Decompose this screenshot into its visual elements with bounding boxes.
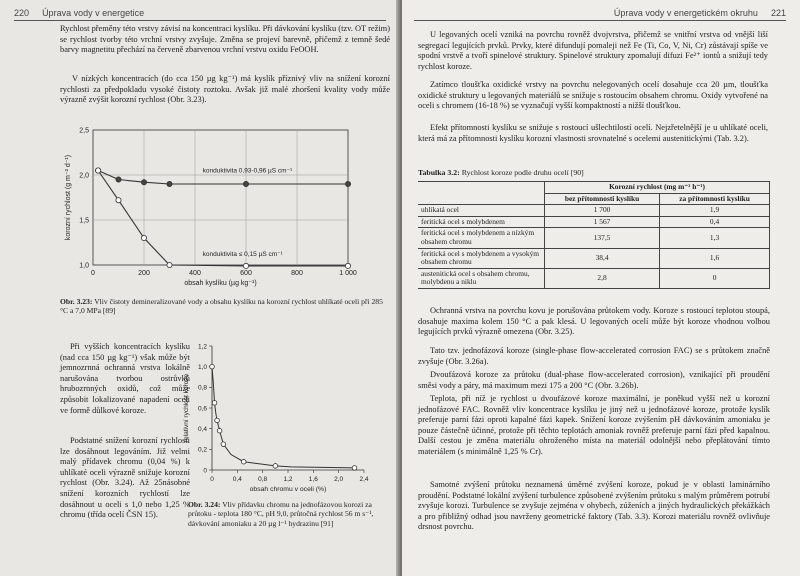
- figure-3-23-chart: [58, 120, 368, 295]
- right-page: [402, 0, 800, 576]
- x-tick-label: 1,2: [283, 476, 293, 483]
- paragraph: Dvoufázová koroze za průtoku (dual-phase flow-accelerated corrosion), vznikající při proudění směsi vody a páry, má maximum mezi 175 a 200 °C (Obr. 3.26b).: [418, 370, 770, 390]
- table-cell-with: 0,4: [660, 216, 770, 228]
- paragraph: Tato tzv. jednofázová koroze (single-phase flow-accelerated corrosion FAC) se s průtokem značně zvyšuje (Obr. 3.26a).: [418, 346, 770, 366]
- data-point: [243, 263, 248, 268]
- table-label: Tabulka 3.2:: [418, 168, 460, 177]
- running-head: Úprava vody v energetice: [42, 8, 145, 18]
- y-tick-label: 1,2: [197, 343, 207, 351]
- paragraph: Při vyšších koncentracích kyslíku (nad cca 150 µg kg⁻¹) však může být jemnozrnná ochranná vrstva lokálně narušována tvorbou ostrůvků hrubozrnných oxidů, což může způsobit lokalizované napadení oceli ve formě důlkové koroze.: [60, 342, 190, 415]
- x-tick-label: 2,4: [359, 476, 369, 483]
- x-tick-label: 0,4: [232, 476, 242, 483]
- table-title: [418, 168, 584, 177]
- table-title-text: Rychlost koroze podle druhu ocelí [90]: [461, 168, 584, 177]
- table-cell-without: 137,5: [545, 228, 660, 248]
- x-tick-label: 800: [291, 270, 303, 277]
- x-tick-label: 0: [210, 476, 214, 483]
- corrosion-rate-table: [418, 181, 770, 289]
- x-tick-label: 1 000: [339, 270, 357, 277]
- table-row: [418, 248, 770, 268]
- data-point: [345, 181, 350, 186]
- table-col-header: za přítomnosti kyslíku: [660, 193, 770, 205]
- data-point: [273, 464, 278, 469]
- data-point: [217, 428, 222, 433]
- data-point: [141, 180, 146, 185]
- page-number: 221: [770, 8, 786, 18]
- y-tick-label: 1,0: [79, 262, 89, 270]
- table-cell-steel: austenitická ocel s obsahem chromu, molybdenu a niklu: [418, 268, 545, 288]
- figure-3-24-chart: [172, 340, 372, 500]
- page-number: 220: [14, 8, 30, 18]
- data-point: [215, 418, 220, 423]
- y-tick-label: 1,5: [79, 217, 89, 225]
- data-point: [141, 235, 146, 240]
- y-tick-label: 0,6: [197, 405, 207, 413]
- series-label: konduktivita ≤ 0,15 µS cm⁻¹: [202, 251, 283, 258]
- table-row: [418, 228, 770, 248]
- header-rule: [414, 20, 786, 21]
- x-tick-label: 600: [240, 270, 252, 277]
- figure-label: Obr. 3.24:: [188, 500, 221, 509]
- table-row: [418, 216, 770, 228]
- table-group-header: Korozní rychlost (mg m⁻² h⁻¹): [545, 182, 770, 194]
- paragraph: Ochranná vrstva na povrchu kovu je porušována průtokem vody. Koroze s rostoucí teplotou stoupá, dosahuje maxima kolem 150 °C a pak klesá. U legovaných ocelí může být koroze vhodnou volbou legujících prvků výrazně omezena (Obr. 3.25).: [418, 306, 770, 337]
- table-cell-steel: uhlíkatá ocel: [418, 205, 545, 217]
- y-axis-label: korozní rychlost (g m⁻² d⁻¹): [65, 154, 72, 241]
- table-row: [418, 205, 770, 217]
- y-tick-label: 0,8: [197, 384, 207, 392]
- y-tick-label: 0: [203, 467, 207, 475]
- table-cell-with: 1,3: [660, 228, 770, 248]
- series-label: konduktivita 0,93-0,96 µS cm⁻¹: [202, 167, 293, 175]
- paragraph: Samotné zvýšení průtoku neznamená úměrné zvýšení koroze, pokud je v oblasti laminárního proudění. Podstatné lokální zvýšení turbulence způsobené zvýšením průtoku s malým průměrem potrubí zvyšuje korozi. Turbulence se zvyšuje zejména v ohybech, zúženích a jiných hydraulických překážkách a pro přibližný odhad jsou navrženy geometrické faktory (Tab. 3.3). Korozi materiálu rovněž ovlivňuje drsnost povrchu.: [418, 480, 770, 532]
- data-point: [345, 263, 350, 268]
- data-point: [116, 177, 121, 182]
- data-point: [116, 198, 121, 203]
- running-head: Úprava vody v energetickém okruhu: [613, 8, 758, 18]
- paragraph: Podstatné snížení korozní rychlosti lze dosáhnout legováním. Již velmi malý přídavek chromu (0,04 %) k uhlíkaté oceli výrazně snižuje korozní rychlost (Obr. 3.24). Až 25násobné snížení korozních rychlostí lze dosáhnout u oceli s 1,0 nebo 1,25 % chromu (třída ocelí ČSN 15).: [60, 436, 190, 520]
- header-rule: [14, 20, 386, 21]
- table-cell-with: 1,9: [660, 205, 770, 217]
- table-cell-without: 1 567: [545, 216, 660, 228]
- data-point: [96, 168, 101, 173]
- plot-frame: [93, 130, 348, 265]
- table-cell-steel: feritická ocel s molybdenem: [418, 216, 545, 228]
- paragraph: Efekt přítomnosti kyslíku se snižuje s rostoucí ušlechtilostí ocelí. Nejzřetelnější je u uhlíkaté oceli, která má za přítomnosti kyslíku korozní vlastnosti srovnatelné s ocelemi austenitickými (Tab. 3.2).: [418, 123, 768, 143]
- figure-label: Obr. 3.23:: [60, 297, 93, 306]
- paragraph: U legovaných ocelí vzniká na povrchu rovněž dvojvrstva, přičemž se vnitřní vrstva od vnější liší segregací legujících prvků. Prvky, které difundují pomaleji než Fe (Ti, Co, V, Ni, Cr) zůstávají spíše ve spodní vrstvě a tvoří spinelové struktury. Spinelové struktury zpomalují difuzi Fe²⁺ iontů a snižují tedy rychlost koroze.: [418, 30, 768, 71]
- y-tick-label: 2,0: [79, 172, 89, 180]
- x-tick-label: 400: [189, 270, 201, 277]
- x-tick-label: 0: [91, 270, 95, 277]
- table-cell-without: 38,4: [545, 248, 660, 268]
- table-row: [418, 268, 770, 288]
- paragraph: V nízkých koncentracích (do cca 150 µg kg⁻¹) má kyslík příznivý vliv na snížení korozní rychlosti za předpokladu vysoké čistoty roztoku. Avšak již malé zhoršení kvality vody může výrazně zvýšit korozní rychlost (Obr. 3.23).: [60, 74, 390, 105]
- table-cell-with: 0: [660, 268, 770, 288]
- caption-text: Vliv přídavku chromu na jednofázovou korozi za průtoku - teplota 180 °C, pH 9,0, průtočná rychlost 56 m s⁻¹, dávkování amoniaku a 20 µg l⁻¹ hydrazinu [91]: [188, 500, 374, 528]
- data-point: [167, 181, 172, 186]
- table-cell-with: 1,6: [660, 248, 770, 268]
- figure-caption: [188, 500, 378, 528]
- table-col-header: bez přítomnosti kyslíku: [545, 193, 660, 205]
- paragraph: Teplota, při níž je rychlost u dvoufázové koroze maximální, je poněkud vyšší než u korozní jednofázové FAC. Rovněž vliv koncentrace kyslíku je jiný než u jednofázové koroze, protože kyslík preferuje parní fázi oproti kapalné fázi kapek. Snížení koroze zvýšením pH dávkováním amoniaku je pouze částečně účinné, protože při těchto teplotách amoniak rovněž preferuje parní fázi před kapalnou. Další cestou je změna materiálu ohroženého místa na materiál odolnější nebo přeplátování tímto materiálem (s minimálně 1,25 % Cr).: [418, 394, 770, 456]
- table-body: [418, 205, 770, 289]
- x-tick-label: 2,0: [334, 476, 344, 483]
- x-axis-label: obsah chromu v oceli (%): [249, 486, 327, 493]
- caption-text: Vliv čistoty demineralizované vody a obsahu kyslíku na korozní rychlost uhlíkaté oceli při 285 °C a 7,0 MPa [89]: [60, 297, 383, 316]
- data-point: [352, 466, 357, 471]
- data-point: [243, 181, 248, 186]
- table-cell-steel: feritická ocel s molybdenem a vysokým obsahem chromu: [418, 248, 545, 268]
- figure-caption: [60, 297, 390, 316]
- y-tick-label: 0,4: [197, 425, 207, 433]
- x-tick-label: 200: [138, 270, 150, 277]
- data-point: [167, 262, 172, 267]
- x-axis-label: obsah kyslíku (µg kg⁻¹): [184, 280, 257, 287]
- x-tick-label: 0,8: [258, 476, 268, 483]
- table-cell-without: 1 700: [545, 205, 660, 217]
- data-point: [241, 459, 246, 464]
- data-point: [210, 364, 215, 369]
- table-cell-without: 2,8: [545, 268, 660, 288]
- series-line: [212, 367, 355, 468]
- y-axis-label: relativní rychlost koroze: [183, 373, 190, 443]
- data-point: [212, 401, 217, 406]
- y-tick-label: 1,0: [197, 363, 207, 371]
- y-tick-label: 0,2: [197, 446, 207, 454]
- y-tick-label: 2,5: [79, 127, 89, 135]
- paragraph: Zatímco tloušťka oxidické vrstvy na povrchu nelegovaných ocelí dosahuje cca 20 µm, tloušťka oxidické struktury u legovaných materiálů se snižuje s rostoucím obsahem chromu. Oxidy vytvořené na oceli s chromem (16-18 %) se vyznačují vyšší kompaktností a nižší tloušťkou.: [418, 80, 768, 111]
- table-cell-steel: feritická ocel s molybdenem a nízkým obsahem chromu: [418, 228, 545, 248]
- paragraph: Rychlost přeměny této vrstvy závisí na koncentraci kyslíku. Při dávkování kyslíku (tzv. OT režim) se rychlost tvorby této vrchní vrstvy zvyšuje. Změna se projeví barevně, přičemž z temně šedé barvy magnetitu přechází na červeně zbarvenou vrchní vrstvu oxidu FeOOH.: [60, 24, 390, 55]
- x-tick-label: 1,6: [308, 476, 318, 483]
- data-point: [221, 442, 226, 447]
